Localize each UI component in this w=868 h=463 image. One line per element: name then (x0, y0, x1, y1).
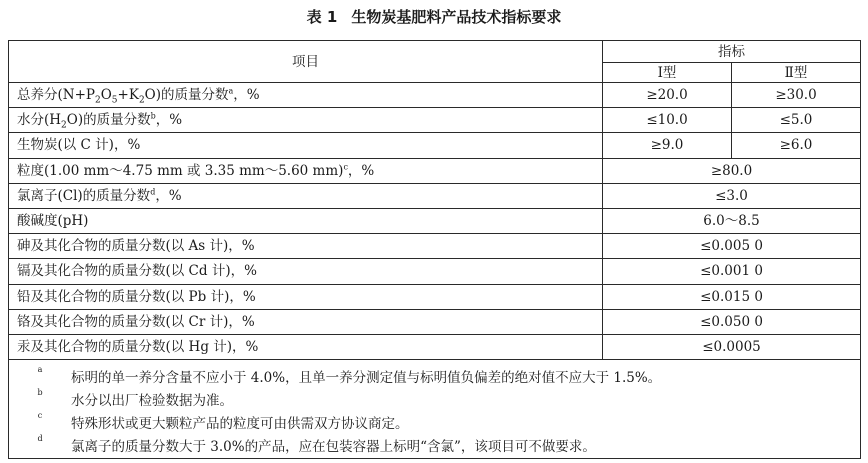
table-row (9, 83, 861, 108)
row-value-type1: ≥9.0 (603, 133, 732, 158)
row-item: 铬及其化合物的质量分数(以 Cr 计)，% (9, 309, 603, 334)
header-item: 项目 (9, 41, 603, 83)
table-row (9, 284, 861, 309)
header-indicator: 指标 (603, 41, 861, 63)
table-row (9, 334, 861, 359)
row-value: ≤0.050 0 (603, 309, 861, 334)
row-item: 砷及其化合物的质量分数(以 As 计)，% (9, 234, 603, 259)
header-type1: Ⅰ型 (603, 63, 732, 83)
row-item: 汞及其化合物的质量分数(以 Hg 计)，% (9, 334, 603, 359)
row-item: 酸碱度(pH) (9, 208, 603, 233)
footnote-mark: a (37, 365, 43, 375)
row-value-type2: ≥6.0 (732, 133, 861, 158)
row-value: ≤0.015 0 (603, 284, 861, 309)
notes-row (9, 360, 861, 459)
table-notes (9, 360, 861, 459)
table-row (9, 158, 861, 183)
row-item: 总养分$(N+P_2O_5+K_2O)$的质量分数$^a$，% (9, 83, 603, 108)
table-row (9, 234, 861, 259)
footnote-d (9, 433, 860, 456)
row-value: ≤0.0005 (603, 334, 861, 359)
header-row (9, 41, 861, 63)
table-row (9, 108, 861, 133)
table-row (9, 133, 861, 158)
footnote-text: 特殊形状或更大颗粒产品的粒度可由供需双方协议商定。 (71, 415, 409, 432)
footnote-mark: d (37, 434, 43, 444)
row-value: ≥80.0 (603, 158, 861, 183)
table-row (9, 259, 861, 284)
row-item: 生物炭(以 C 计)，% (9, 133, 603, 158)
row-value: ≤0.005 0 (603, 234, 861, 259)
footnote-mark: c (37, 411, 43, 421)
footnote-text: 标明的单一养分含量不应小于 4.0%，且单一养分测定值与标明值负偏差的绝对值不应大于 1.5%。 (71, 369, 662, 386)
row-item: 水分$(H_2O)$的质量分数$^b$，% (9, 108, 603, 133)
row-value-type1: ≤10.0 (603, 108, 732, 133)
footnote-b (9, 387, 860, 410)
footnote-c (9, 410, 860, 433)
footnote-text: 水分以出厂检验数据为准。 (71, 392, 233, 409)
table-row (9, 309, 861, 334)
row-value: 6.0～8.5 (603, 208, 861, 233)
spec-table (8, 40, 861, 459)
footnote-text: 氯离子的质量分数大于 3.0%的产品，应在包装容器上标明“含氯”，该项目可不做要求。 (71, 438, 596, 455)
table-caption: 生物炭基肥料产品技术指标要求 (351, 8, 562, 26)
row-value: ≤3.0 (603, 183, 861, 208)
footnote-mark: b (37, 388, 43, 398)
footnote-a (9, 364, 860, 387)
table-row (9, 208, 861, 233)
row-item: 铅及其化合物的质量分数(以 Pb 计)，% (9, 284, 603, 309)
row-item: 镉及其化合物的质量分数(以 Cd 计)，% (9, 259, 603, 284)
row-item: 粒度(1.00 mm～4.75 mm 或 3.35 mm～5.60 mm)$^c$，% (9, 158, 603, 183)
row-value-type2: ≥30.0 (732, 83, 861, 108)
table-title (0, 6, 868, 27)
table-number: 表 1 (306, 8, 338, 26)
row-value-type2: ≤5.0 (732, 108, 861, 133)
table-row (9, 183, 861, 208)
row-item: 氯离子(Cl)的质量分数$^d$，% (9, 183, 603, 208)
row-value-type1: ≥20.0 (603, 83, 732, 108)
header-type2: Ⅱ型 (732, 63, 861, 83)
row-value: ≤0.001 0 (603, 259, 861, 284)
